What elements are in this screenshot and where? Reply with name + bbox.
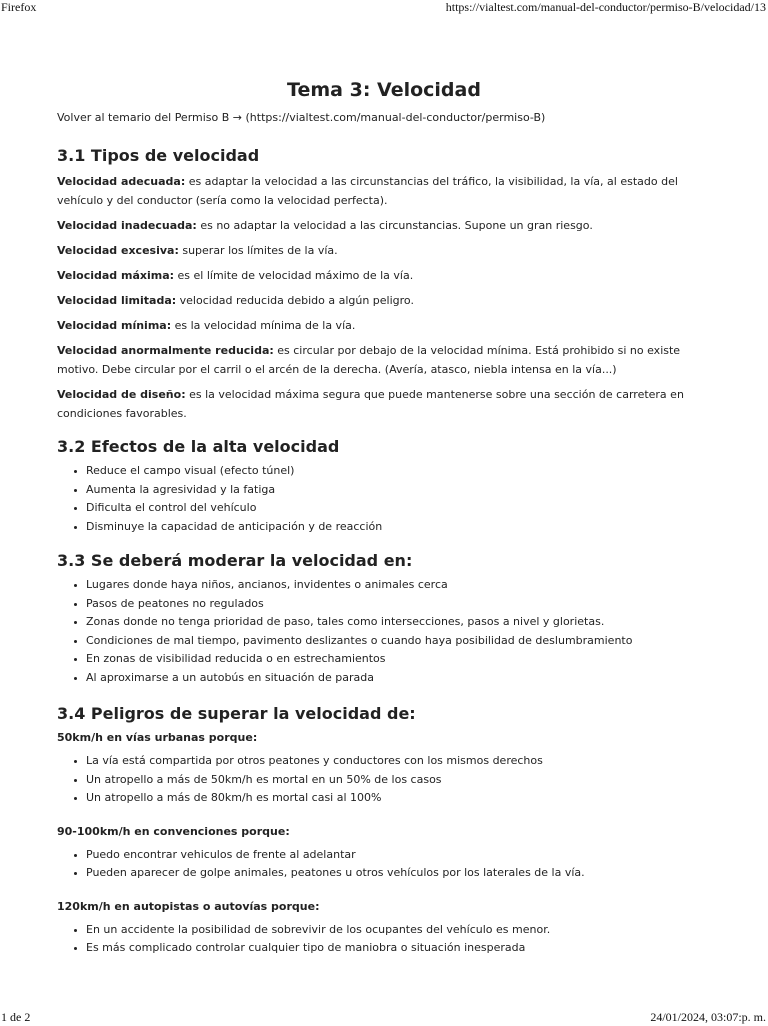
browser-name: Firefox xyxy=(1,0,37,14)
definition-excesiva xyxy=(57,241,711,260)
list-item: • Pasos de peatones no regulados xyxy=(86,595,711,614)
list-item: • Puedo encontrar vehiculos de frente al adelantar xyxy=(86,846,711,865)
section-heading-moderar: 3.3 Se deberá moderar la velocidad en: xyxy=(57,551,413,570)
definition-text: es no adaptar la velocidad a las circunstancias. Supone un gran riesgo. xyxy=(196,219,593,232)
definition-maxima xyxy=(57,266,711,285)
print-timestamp: 24/01/2024, 03:07:p. m. xyxy=(650,1010,766,1024)
list-item: • Aumenta la agresividad y la fatiga xyxy=(86,481,711,500)
list-item: • Un atropello a más de 80km/h es mortal casi al 100% xyxy=(86,789,711,808)
definition-term: Velocidad adecuada: xyxy=(57,175,186,188)
page-title: Tema 3: Velocidad xyxy=(287,79,481,101)
list-item: • Zonas donde no tenga prioridad de paso, tales como intersecciones, pasos a nivel y glorietas. xyxy=(86,613,711,632)
section-heading-peligros: 3.4 Peligros de superar la velocidad de: xyxy=(57,704,416,723)
definition-term: Velocidad de diseño: xyxy=(57,388,186,401)
definition-adecuada xyxy=(57,172,711,210)
effects-list xyxy=(57,462,711,536)
definition-term: Velocidad anormalmente reducida: xyxy=(57,344,274,357)
highway-dangers-list xyxy=(57,921,711,958)
list-item: • En un accidente la posibilidad de sobrevivir de los ocupantes del vehículo es menor. xyxy=(86,921,711,940)
list-item: • Al aproximarse a un autobús en situación de parada xyxy=(86,669,711,688)
definition-text: velocidad reducida debido a algún peligro. xyxy=(176,294,414,307)
group-label-autopistas: 120km/h en autopistas o autovías porque: xyxy=(57,899,320,913)
list-item: • Disminuye la capacidad de anticipación y de reacción xyxy=(86,518,711,537)
section-heading-tipos: 3.1 Tipos de velocidad xyxy=(57,146,260,165)
page-url: https://vialtest.com/manual-del-conductor/permiso-B/velocidad/13 xyxy=(445,0,766,14)
group-label-urbanas: 50km/h en vías urbanas porque: xyxy=(57,731,258,744)
print-header xyxy=(0,0,768,16)
definition-diseno xyxy=(57,385,711,423)
group-label-convencionales: 90-100km/h en convenciones porque: xyxy=(57,824,290,838)
list-item: • Pueden aparecer de golpe animales, peatones u otros vehículos por los laterales de la vía. xyxy=(86,864,711,883)
list-item: • Reduce el campo visual (efecto túnel) xyxy=(86,462,711,481)
list-item: • Es más complicado controlar cualquier tipo de maniobra o situación inesperada xyxy=(86,939,711,958)
definition-text: es adaptar la velocidad a las circunstancias del tráfico, la visibilidad, la vía, al estado del vehículo y del conductor (sería como la velocidad perfecta). xyxy=(57,175,678,207)
list-item: • Lugares donde haya niños, ancianos, invidentes o animales cerca xyxy=(86,576,711,595)
definition-term: Velocidad mínima: xyxy=(57,319,172,332)
definition-inadecuada xyxy=(57,216,711,235)
definition-text: es la velocidad mínima de la vía. xyxy=(171,319,356,332)
definition-text: es circular por debajo de la velocidad mínima. Está prohibido si no existe motivo. Debe circular por el carril o el arcén de la derecha. (Avería, atasco, niebla intensa en la vía...) xyxy=(57,344,681,376)
definition-term: Velocidad excesiva: xyxy=(57,244,179,257)
list-item: • Condiciones de mal tiempo, pavimento deslizantes o cuando haya posibilidad de deslumbramiento xyxy=(86,632,711,651)
list-item: • La vía está compartida por otros peatones y conductores con los mismos derechos xyxy=(86,752,711,771)
definitions-list xyxy=(57,172,711,423)
list-item: • Dificulta el control del vehículo xyxy=(86,499,711,518)
list-item: • En zonas de visibilidad reducida o en estrechamientos xyxy=(86,650,711,669)
list-item: • Un atropello a más de 50km/h es mortal en un 50% de los casos xyxy=(86,771,711,790)
document-page xyxy=(57,76,711,958)
conventional-dangers-list xyxy=(57,846,711,883)
back-link[interactable]: Volver al temario del Permiso B → (https://vialtest.com/manual-del-conductor/permiso-B) xyxy=(57,111,546,124)
urban-dangers-list xyxy=(57,752,711,808)
page-counter: 1 de 2 xyxy=(1,1010,31,1024)
definition-anormalmente-reducida xyxy=(57,341,711,379)
definition-minima xyxy=(57,316,711,335)
definition-term: Velocidad limitada: xyxy=(57,294,177,307)
section-heading-efectos: 3.2 Efectos de la alta velocidad xyxy=(57,437,340,456)
definition-text: es el límite de velocidad máximo de la vía. xyxy=(174,269,414,282)
definition-text: superar los límites de la vía. xyxy=(178,244,338,257)
moderate-speed-list xyxy=(57,576,711,687)
definition-term: Velocidad inadecuada: xyxy=(57,219,197,232)
definition-limitada xyxy=(57,291,711,310)
definition-term: Velocidad máxima: xyxy=(57,269,175,282)
definition-text: es la velocidad máxima segura que puede mantenerse sobre una sección de carretera en condiciones favorables. xyxy=(57,388,684,420)
